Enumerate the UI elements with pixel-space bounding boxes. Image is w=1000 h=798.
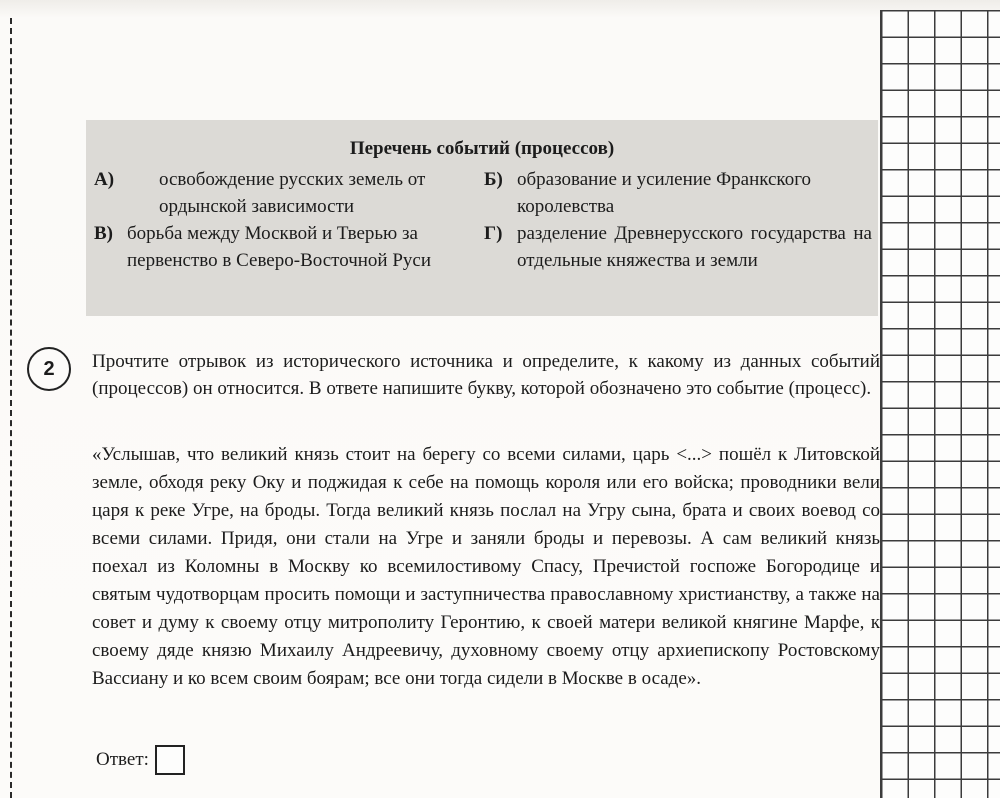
event-g (484, 220, 872, 274)
source-quote: «Услышав, что великий князь стоит на берегу со всеми силами, царь <...> пошёл к Литовской земле, обходя реку Оку и поджидая к себе на помощь короля или его войска; проводники вели царя к реке Угре, на броды. Тогда великий князь послал на Угру сына, брата и своих воевод со всеми силами. Придя, они стали на Угре и заняли броды и перевозы. А сам великий князь поехал из Коломны в Москву ко всемилостивому Спасу, Пречистой госпоже Богородице и святым чудотворцам просить помощи и заступничества православному христианству, а также на совет и думу к своему отцу митрополиту Геронтию, к своей матери великой княгине Марфе, к своему дяде князю Михаилу Андреевичу, духовному своему отцу архиепископу Ростовскому Вассиану и ко всем своим боярам; все они тогда сидели в Москве в осаде». (92, 444, 880, 689)
event-a (94, 166, 454, 220)
event-text: освобождение русских земель от ордынской зависимости (159, 169, 426, 217)
cut-line (10, 18, 12, 798)
event-letter: А) (94, 169, 115, 190)
event-text: разделение Древнерусского государства на отдельные княжества и земли (517, 223, 872, 271)
event-letter: Г) (484, 223, 503, 244)
task-number-badge: 2 (27, 347, 71, 391)
answer-box[interactable] (155, 745, 185, 775)
event-b (484, 166, 872, 220)
event-text: борьба между Москвой и Тверью за первенство в Северо-Восточной Руси (127, 223, 432, 271)
event-v (94, 220, 459, 274)
answer-row (96, 745, 185, 775)
event-text: образование и усиление Франкского королевства (517, 169, 812, 217)
task-instruction: Прочтите отрывок из исторического источника и определите, к какому из данных событий (процессов) он относится. В ответе напишите букву, которой обозначено это событие (процесс). (92, 351, 880, 399)
answer-label: Ответ: (96, 749, 149, 770)
events-title: Перечень событий (процессов) (349, 138, 615, 159)
answer-grid (880, 10, 1000, 798)
event-letter: В) (94, 223, 113, 244)
events-list-box (86, 120, 878, 316)
event-letter: Б) (484, 169, 503, 190)
